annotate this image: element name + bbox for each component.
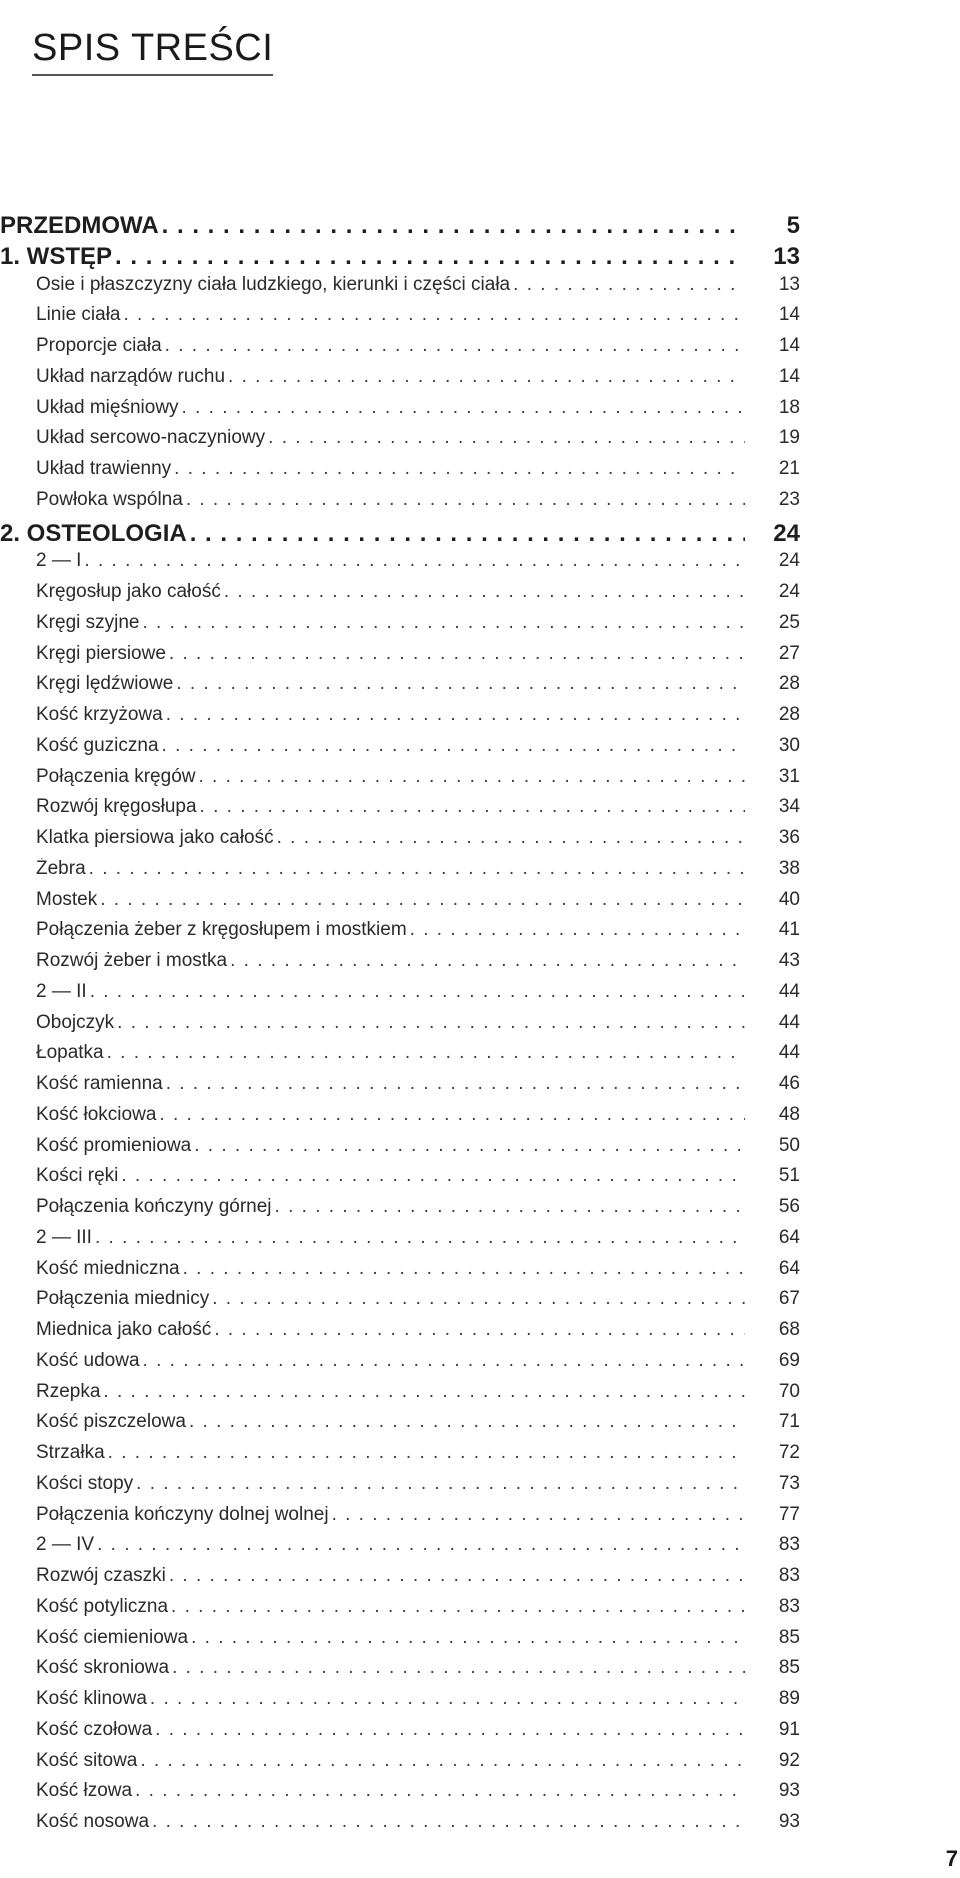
toc-page-number: 36 <box>778 827 800 848</box>
toc-entry <box>0 1381 800 1412</box>
toc-page-number: 14 <box>778 304 800 326</box>
toc-entry <box>0 1719 800 1750</box>
toc-page-number: 24 <box>778 550 800 572</box>
toc-page-number: 13 <box>773 242 800 270</box>
toc-entry <box>0 1473 800 1504</box>
dot-leader <box>410 919 745 941</box>
dot-leader <box>95 1227 745 1249</box>
toc-page-number: 71 <box>778 1411 800 1433</box>
toc-entry <box>0 1504 800 1535</box>
toc-title: Kość ramienna <box>36 1073 163 1094</box>
toc-page-number: 14 <box>778 365 800 387</box>
toc-page-number: 48 <box>778 1103 800 1125</box>
toc-title: Układ sercowo-naczyniowy <box>36 427 266 449</box>
toc-entry <box>0 1258 800 1289</box>
dot-leader <box>159 1104 745 1126</box>
dot-leader <box>169 1565 745 1587</box>
toc-page-number: 91 <box>778 1718 800 1740</box>
toc-entry <box>0 550 800 581</box>
toc-title: Kość ciemieniowa <box>36 1626 189 1648</box>
toc-title: 2 — IV <box>36 1534 95 1556</box>
toc-title: Rozwój czaszki <box>36 1565 166 1586</box>
toc-chapter <box>0 243 800 274</box>
toc-entry <box>0 1534 800 1565</box>
toc-entry <box>0 366 800 397</box>
toc-entry <box>0 704 800 735</box>
page-title: SPIS TREŚCI <box>32 27 273 76</box>
toc-title: 2 — III <box>36 1226 92 1248</box>
toc-title: Rozwój żeber i mostka <box>36 950 228 971</box>
toc-title: Rozwój kręgosłupa <box>36 796 197 818</box>
toc-page-number: 83 <box>778 1595 800 1617</box>
toc-entry <box>0 950 800 981</box>
dot-leader <box>198 766 745 788</box>
toc-entry <box>0 1411 800 1442</box>
toc-entry <box>0 1688 800 1719</box>
toc-title: Kość czołowa <box>36 1718 153 1740</box>
toc-page-number: 83 <box>778 1534 800 1556</box>
dot-leader <box>84 550 745 572</box>
toc-entry <box>0 304 800 335</box>
dot-leader <box>228 366 745 388</box>
dot-leader <box>183 1258 745 1280</box>
dot-leader <box>135 1780 745 1802</box>
dot-leader <box>166 1073 745 1095</box>
toc-title: PRZEDMOWA <box>0 212 159 239</box>
toc-title: Kość piszczelowa <box>36 1411 186 1433</box>
toc-page-number: 44 <box>778 980 800 1002</box>
toc-entry <box>0 1288 800 1319</box>
toc-title: Połączenia żeber z kręgosłupem i mostkiem <box>36 919 407 941</box>
toc-title: Kość guziczna <box>36 734 159 756</box>
toc-page-number: 64 <box>778 1226 800 1248</box>
toc-entry <box>0 397 800 428</box>
dot-leader <box>189 1411 745 1433</box>
toc-entry <box>0 1750 800 1781</box>
toc-page-number: 44 <box>778 1042 800 1064</box>
toc-entry <box>0 643 800 674</box>
toc-page-number: 5 <box>786 212 800 239</box>
toc-page-number: 23 <box>778 488 800 510</box>
dot-leader <box>100 889 745 911</box>
toc-page-number: 27 <box>778 642 800 664</box>
toc-page-number: 43 <box>778 950 800 971</box>
toc-chapter <box>0 212 800 243</box>
dot-leader <box>169 643 745 665</box>
dot-leader <box>121 1165 745 1187</box>
toc-entry <box>0 1165 800 1196</box>
toc-page-number: 19 <box>778 427 800 449</box>
toc-page-number: 40 <box>778 888 800 910</box>
toc-title: Kość nosowa <box>36 1811 150 1832</box>
toc-title: Kręgi lędźwiowe <box>36 673 174 695</box>
toc-entry <box>0 919 800 950</box>
dot-leader <box>108 1442 745 1464</box>
toc-entry <box>0 1042 800 1073</box>
dot-leader <box>143 612 746 634</box>
toc-page-number: 56 <box>778 1196 800 1217</box>
table-of-contents <box>0 212 800 1842</box>
toc-page-number: 70 <box>778 1380 800 1402</box>
dot-leader <box>176 673 745 695</box>
toc-entry <box>0 1073 800 1104</box>
dot-leader <box>143 1350 745 1372</box>
toc-page-number: 72 <box>778 1442 800 1463</box>
toc-page-number: 46 <box>778 1073 800 1094</box>
toc-title: Proporcje ciała <box>36 335 162 356</box>
toc-title: Mostek <box>36 888 98 910</box>
toc-entry <box>0 1657 800 1688</box>
toc-page-number: 93 <box>778 1780 800 1802</box>
toc-page-number: 69 <box>778 1349 800 1371</box>
toc-page-number: 92 <box>778 1749 800 1771</box>
toc-page-number: 18 <box>778 396 800 418</box>
dot-leader <box>90 981 745 1003</box>
toc-page-number: 41 <box>778 919 800 941</box>
toc-title: Kość promieniowa <box>36 1134 192 1156</box>
dot-leader <box>172 1657 745 1679</box>
dot-leader <box>182 397 745 419</box>
toc-entry <box>0 1196 800 1227</box>
dot-leader <box>230 950 745 972</box>
dot-leader <box>140 1750 745 1772</box>
toc-entry <box>0 274 800 305</box>
toc-page-number: 21 <box>778 458 800 479</box>
toc-page-number: 14 <box>778 335 800 356</box>
toc-entry <box>0 581 800 612</box>
toc-title: Kość klinowa <box>36 1688 147 1709</box>
dot-leader <box>117 1012 745 1034</box>
toc-title: Kości ręki <box>36 1165 119 1187</box>
toc-title: Połączenia miednicy <box>36 1288 210 1310</box>
toc-title: Obojczyk <box>36 1011 115 1033</box>
toc-title: Połączenia kończyny górnej <box>36 1196 272 1217</box>
toc-page-number: 85 <box>778 1657 800 1679</box>
toc-page-number: 13 <box>778 273 800 295</box>
dot-leader <box>115 243 745 271</box>
dot-leader <box>150 1688 745 1710</box>
toc-title: 1. WSTĘP <box>0 242 113 270</box>
toc-entry <box>0 1780 800 1811</box>
toc-title: 2. OSTEOLOGIA <box>0 519 187 547</box>
toc-page-number: 67 <box>778 1288 800 1310</box>
dot-leader <box>332 1504 745 1526</box>
toc-entry <box>0 827 800 858</box>
dot-leader <box>224 581 745 603</box>
toc-page-number: 73 <box>778 1472 800 1494</box>
toc-entry <box>0 766 800 797</box>
toc-title: Miednica jako całość <box>36 1319 212 1340</box>
toc-page-number: 68 <box>778 1319 800 1340</box>
toc-page-number: 34 <box>778 796 800 818</box>
toc-title: Linie ciała <box>36 304 121 326</box>
dot-leader <box>171 1596 745 1618</box>
toc-page-number: 77 <box>778 1503 800 1525</box>
toc-title: Połączenia kończyny dolnej wolnej <box>36 1503 329 1525</box>
toc-title: Kość łokciowa <box>36 1103 157 1125</box>
toc-title: Powłoka wspólna <box>36 488 183 510</box>
dot-leader <box>124 304 746 326</box>
toc-title: Osie i płaszczyzny ciała ludzkiego, kierunki i części ciała <box>36 273 511 295</box>
dot-leader <box>186 489 745 511</box>
toc-entry <box>0 1596 800 1627</box>
toc-page-number: 24 <box>778 581 800 602</box>
page-number: 7 <box>945 1846 958 1871</box>
dot-leader <box>277 827 745 849</box>
dot-leader <box>166 704 745 726</box>
toc-title: Układ mięśniowy <box>36 396 179 418</box>
toc-entry <box>0 735 800 766</box>
toc-page-number: 30 <box>778 734 800 756</box>
toc-entry <box>0 612 800 643</box>
toc-title: Kość skroniowa <box>36 1657 170 1679</box>
dot-leader <box>107 1042 745 1064</box>
toc-page-number: 28 <box>778 704 800 725</box>
toc-page-number: 44 <box>778 1011 800 1033</box>
toc-page-number: 24 <box>773 519 800 547</box>
dot-leader <box>162 735 745 757</box>
toc-title: Kość sitowa <box>36 1749 138 1771</box>
dot-leader <box>136 1473 745 1495</box>
dot-leader <box>268 427 745 449</box>
toc-entry <box>0 1627 800 1658</box>
toc-entry <box>0 1565 800 1596</box>
dot-leader <box>214 1319 745 1341</box>
toc-page-number: 31 <box>778 765 800 787</box>
toc-title: Strzałka <box>36 1442 105 1463</box>
toc-entry <box>0 335 800 366</box>
toc-title: Klatka piersiowa jako całość <box>36 827 274 848</box>
dot-leader <box>103 1381 745 1403</box>
dot-leader <box>513 274 745 296</box>
toc-entry <box>0 1012 800 1043</box>
toc-entry <box>0 1104 800 1135</box>
toc-title: Połączenia kręgów <box>36 765 196 787</box>
toc-entry <box>0 981 800 1012</box>
toc-page-number: 25 <box>778 611 800 633</box>
toc-page-number: 89 <box>778 1688 800 1709</box>
dot-leader <box>162 212 745 240</box>
toc-title: Układ narządów ruchu <box>36 365 226 387</box>
toc-entry <box>0 427 800 458</box>
toc-page-number: 51 <box>778 1165 800 1187</box>
toc-title: Kręgosłup jako całość <box>36 581 221 602</box>
toc-page-number: 28 <box>778 673 800 695</box>
dot-leader <box>97 1534 745 1556</box>
dot-leader <box>152 1811 745 1833</box>
dot-leader <box>155 1719 745 1741</box>
toc-entry <box>0 858 800 889</box>
toc-page-number: 85 <box>778 1626 800 1648</box>
dot-leader <box>165 335 745 357</box>
dot-leader <box>194 1135 745 1157</box>
toc-title: Kość udowa <box>36 1349 140 1371</box>
toc-title: Kość miedniczna <box>36 1257 180 1279</box>
toc-title: Rzepka <box>36 1380 101 1402</box>
dot-leader <box>212 1288 745 1310</box>
toc-title: Kość łzowa <box>36 1780 133 1802</box>
dot-leader <box>190 520 745 548</box>
toc-entry <box>0 1811 800 1842</box>
toc-page-number: 83 <box>778 1565 800 1586</box>
toc-title: Łopatka <box>36 1042 104 1064</box>
toc-chapter <box>0 520 800 551</box>
dot-leader <box>174 458 745 480</box>
toc-title: 2 — I <box>36 550 82 572</box>
toc-title: Kości stopy <box>36 1472 134 1494</box>
dot-leader <box>275 1196 745 1218</box>
toc-entry <box>0 489 800 520</box>
toc-entry <box>0 796 800 827</box>
toc-title: Kość krzyżowa <box>36 704 163 725</box>
toc-title: Żebra <box>36 857 86 879</box>
toc-page-number: 93 <box>778 1811 800 1832</box>
toc-entry <box>0 1350 800 1381</box>
toc-entry <box>0 458 800 489</box>
toc-entry <box>0 1319 800 1350</box>
dot-leader <box>89 858 745 880</box>
toc-page-number: 64 <box>778 1257 800 1279</box>
toc-title: Kość potyliczna <box>36 1595 169 1617</box>
toc-entry <box>0 1135 800 1166</box>
toc-title: Układ trawienny <box>36 458 172 479</box>
toc-page-number: 38 <box>778 857 800 879</box>
toc-title: Kręgi piersiowe <box>36 642 166 664</box>
toc-entry <box>0 673 800 704</box>
toc-entry <box>0 1227 800 1258</box>
toc-entry <box>0 889 800 920</box>
toc-title: 2 — II <box>36 980 87 1002</box>
toc-title: Kręgi szyjne <box>36 611 140 633</box>
dot-leader <box>191 1627 745 1649</box>
toc-entry <box>0 1442 800 1473</box>
dot-leader <box>200 796 745 818</box>
toc-page-number: 50 <box>778 1134 800 1156</box>
